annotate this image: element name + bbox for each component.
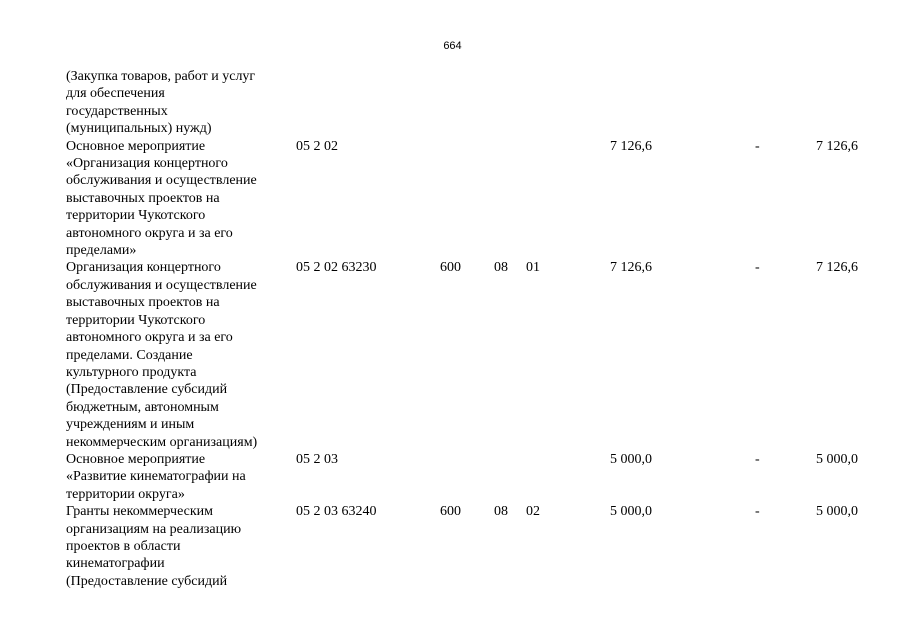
section-code: 08	[494, 260, 508, 276]
table-row	[0, 138, 905, 260]
row-name-line: пределами. Создание	[66, 347, 193, 363]
row-name-line: проектов в области	[66, 538, 181, 554]
row-name-line: (Предоставление субсидий	[66, 382, 228, 398]
table-row	[0, 259, 905, 450]
row-name-line: кинематографии	[66, 556, 165, 572]
row-name-line: государственных	[66, 103, 168, 119]
row-name-line: (Закупка товаров, работ и услуг	[66, 69, 256, 84]
row-name-line: Основное мероприятие	[66, 138, 206, 154]
target-article-code: 05 2 03 63240	[296, 504, 377, 520]
section-code: 08	[494, 504, 508, 520]
row-name-line: бюджетным, автономным	[66, 399, 219, 415]
row-name	[66, 259, 286, 450]
change-value: -	[755, 138, 760, 154]
row-name-line: пределами»	[66, 243, 137, 259]
row-name-line: Основное мероприятие	[66, 451, 206, 467]
budget-table	[0, 68, 905, 590]
table-row	[0, 503, 905, 590]
amount-value: 5 000,0	[610, 504, 652, 520]
row-name-line: (муниципальных) нужд)	[66, 121, 212, 137]
row-name-line: выставочных проектов на	[66, 190, 220, 206]
row-name	[66, 138, 286, 260]
row-name-line: (Предоставление субсидий	[66, 573, 228, 589]
change-value: -	[755, 451, 760, 467]
amount-value: 7 126,6	[610, 260, 652, 276]
row-name	[66, 503, 286, 590]
amount-value: 7 126,6	[610, 138, 652, 154]
row-name-line: культурного продукта	[66, 364, 197, 380]
total-value: 5 000,0	[816, 504, 858, 520]
row-name-line: территории Чукотского	[66, 208, 206, 224]
change-value: -	[755, 504, 760, 520]
total-value: 5 000,0	[816, 451, 858, 467]
change-value: -	[755, 260, 760, 276]
table-row	[0, 68, 905, 138]
target-article-code: 05 2 02 63230	[296, 260, 377, 276]
row-name-line: обслуживания и осуществление	[66, 173, 257, 189]
total-value: 7 126,6	[816, 138, 858, 154]
table-row	[0, 451, 905, 503]
expense-type-code: 600	[440, 260, 461, 276]
row-name-line: «Организация концертного	[66, 156, 228, 172]
row-name-line: автономного округа и за его	[66, 225, 233, 241]
target-article-code: 05 2 02	[296, 138, 338, 154]
total-value: 7 126,6	[816, 260, 858, 276]
row-name-line: территории Чукотского	[66, 312, 206, 328]
row-name-line: выставочных проектов на	[66, 295, 220, 311]
row-name-line: некоммерческим организациям)	[66, 434, 258, 450]
expense-type-code: 600	[440, 504, 461, 520]
subsection-code: 02	[526, 504, 540, 520]
subsection-code: 01	[526, 260, 540, 276]
row-name	[66, 451, 286, 503]
row-name-line: Гранты некоммерческим	[66, 504, 214, 520]
row-name-line: учреждениям и иным	[66, 417, 195, 433]
row-name-line: обслуживания и осуществление	[66, 277, 257, 293]
row-name-line: территории округа»	[66, 486, 185, 502]
row-name-line: «Развитие кинематографии на	[66, 469, 246, 485]
row-name	[66, 68, 286, 138]
page-number: 664	[443, 40, 462, 52]
row-name-line: организациям на реализацию	[66, 521, 242, 537]
row-name-line: автономного округа и за его	[66, 330, 233, 346]
row-name-line: для обеспечения	[66, 86, 165, 102]
row-name-line: Организация концертного	[66, 260, 221, 276]
target-article-code: 05 2 03	[296, 451, 338, 467]
amount-value: 5 000,0	[610, 451, 652, 467]
